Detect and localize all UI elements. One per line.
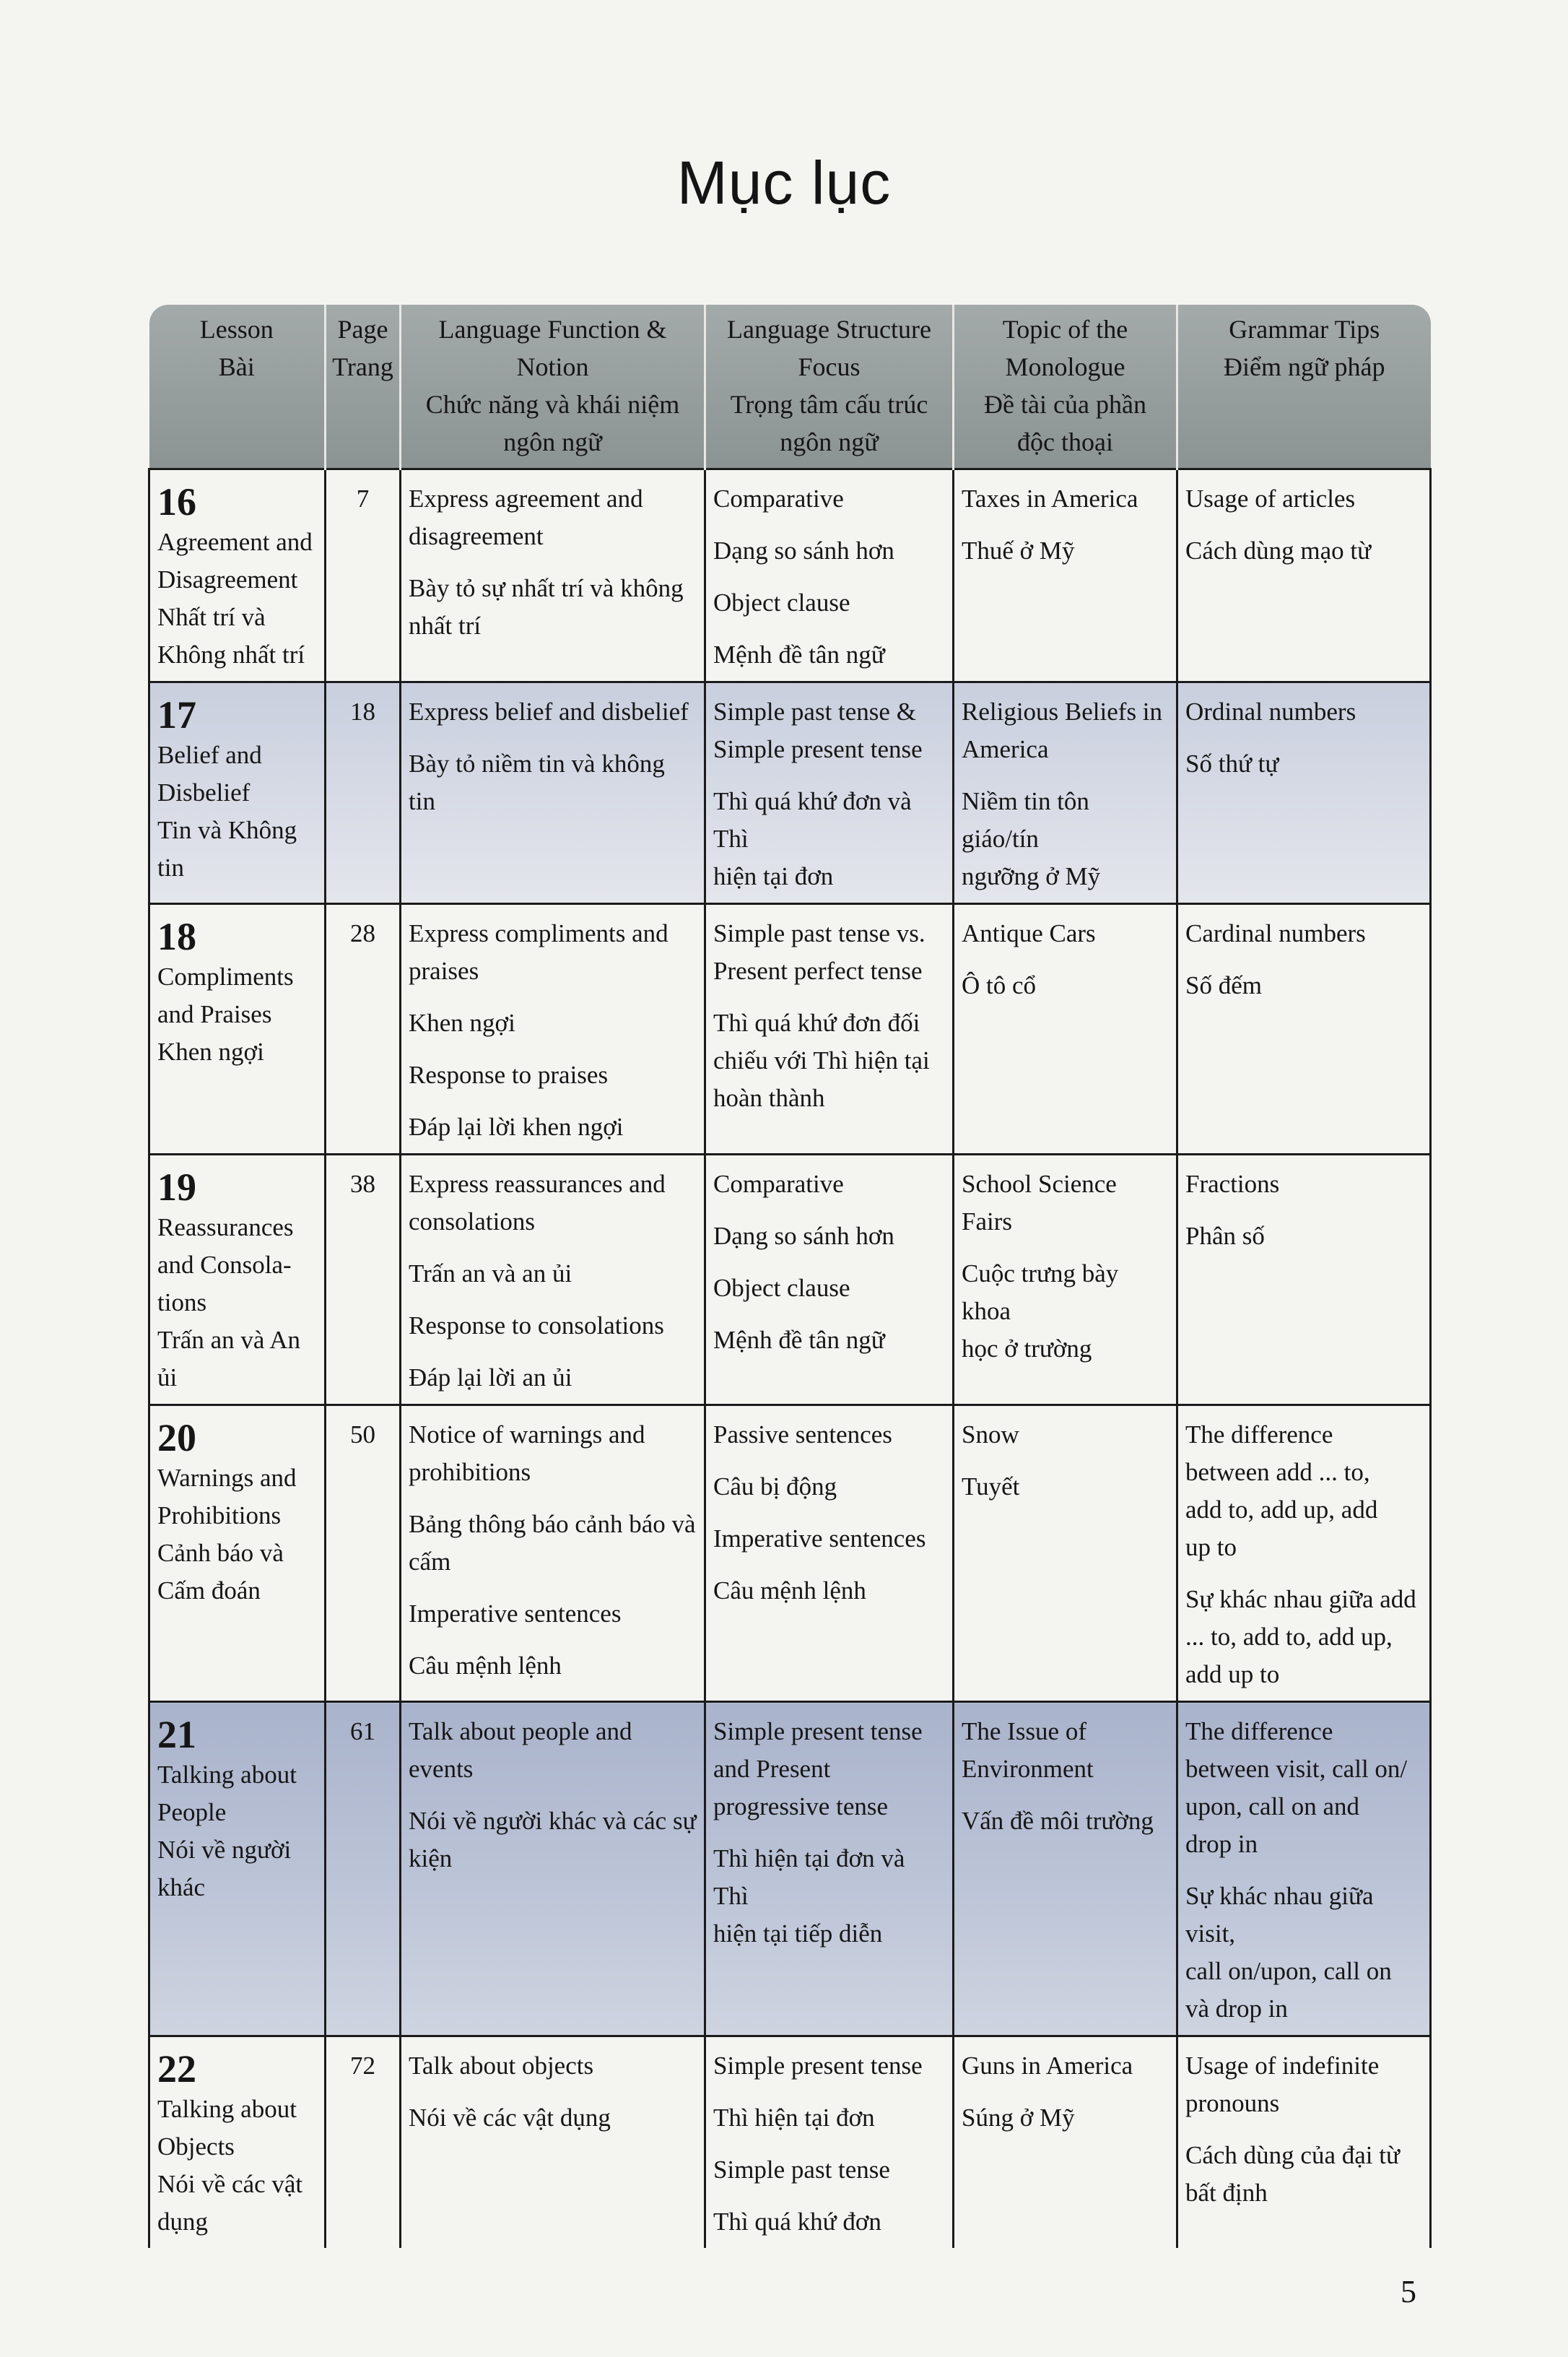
table-row [149, 469, 1431, 682]
header-line: ngôn ngữ [503, 427, 602, 456]
cell-entry [409, 1647, 697, 1685]
cell-line: Cách dùng của đại từ [1185, 2141, 1400, 2169]
cell-line: Comparative [713, 1170, 844, 1198]
cell-line: Cách dùng mạo từ [1185, 537, 1372, 565]
lesson-name: Talking about [157, 1761, 297, 1789]
cell-line: Imperative sentences [713, 1524, 926, 1553]
cell-line: hiện tại tiếp diễn [713, 1919, 883, 1948]
topic-cell [954, 1405, 1177, 1702]
cell-line: Nói về các vật dụng [409, 2104, 611, 2132]
header-line: Lesson [199, 315, 274, 344]
lesson-cell [149, 1405, 326, 1702]
table-row [149, 2036, 1431, 2249]
cell-line: Object clause [713, 589, 850, 617]
lesson-name: Warnings and [157, 1464, 297, 1492]
header-line: Điểm ngữ pháp [1224, 352, 1385, 381]
cell-entry [713, 1166, 945, 1203]
structure-cell [705, 904, 954, 1155]
cell-line: Sự khác nhau giữa add [1185, 1585, 1416, 1613]
cell-entry [409, 2047, 697, 2085]
cell-entry [713, 2099, 945, 2137]
cell-entry [962, 915, 1169, 952]
cell-entry [713, 783, 945, 895]
lesson-name-vi: Cảnh báo và [157, 1539, 284, 1567]
topic-cell [954, 2036, 1177, 2249]
cell-entry [1185, 1166, 1422, 1203]
header-line: độc thoại [1017, 427, 1113, 456]
cell-line: Object clause [713, 1274, 850, 1302]
cell-line: Simple present tense [713, 1717, 923, 1745]
cell-line: Imperative sentences [409, 1599, 622, 1628]
lesson-name-vi: Trấn an và An ủi [157, 1326, 301, 1392]
cell-entry [713, 1713, 945, 1826]
cell-line: Phân số [1185, 1222, 1265, 1250]
grammar-cell [1177, 904, 1431, 1155]
lesson-name: and Praises [157, 1000, 272, 1028]
cell-line: Taxes in America [962, 485, 1138, 513]
cell-line: Simple past tense & [713, 698, 916, 726]
cell-line: Sự khác nhau giữa visit, [1185, 1882, 1374, 1948]
cell-line: chiếu với Thì hiện tại [713, 1046, 930, 1075]
cell-line: Niềm tin tôn giáo/tín [962, 787, 1089, 853]
cell-entry [409, 480, 697, 555]
lesson-number: 17 [157, 693, 196, 737]
header-page [326, 305, 401, 469]
cell-line: Religious Beliefs in [962, 698, 1163, 726]
lesson-name-vi: Nói về các vật [157, 2170, 303, 2198]
cell-line: Express reassurances and [409, 1170, 666, 1198]
header-line: Trang [332, 352, 393, 381]
page-cell: 18 [326, 682, 401, 904]
cell-entry [1185, 915, 1422, 952]
lesson-cell [149, 904, 326, 1155]
structure-cell [705, 469, 954, 682]
cell-entry [713, 532, 945, 570]
cell-line: Bày tỏ niềm tin và không tin [409, 750, 665, 815]
lesson-number: 16 [157, 480, 196, 524]
cell-line: Comparative [713, 485, 844, 513]
cell-entry [713, 693, 945, 768]
cell-line: progressive tense [713, 1792, 889, 1820]
cell-line: ngưỡng ở Mỹ [962, 862, 1101, 890]
cell-entry [409, 1108, 697, 1146]
lesson-name: Reassurances [157, 1213, 294, 1241]
lesson-name: Compliments [157, 963, 294, 991]
lesson-name-vi: Cấm đoán [157, 1576, 261, 1605]
cell-line: events [409, 1755, 474, 1783]
topic-cell [954, 904, 1177, 1155]
cell-line: Thì quá khứ đơn đối [713, 1009, 920, 1037]
cell-line: between visit, call on/ [1185, 1755, 1408, 1783]
grammar-cell [1177, 2036, 1431, 2249]
lesson-name-vi: Không nhất trí [157, 641, 305, 669]
cell-entry [713, 1520, 945, 1558]
header-lesson [149, 305, 326, 469]
structure-cell [705, 1155, 954, 1405]
topic-cell [954, 469, 1177, 682]
page-cell: 7 [326, 469, 401, 682]
cell-entry [962, 1416, 1169, 1454]
cell-line: Environment [962, 1755, 1094, 1783]
header-grammar [1177, 305, 1431, 469]
cell-entry [409, 1166, 697, 1241]
header-line: Bài [218, 352, 255, 381]
cell-entry [962, 2047, 1169, 2085]
cell-entry [409, 1506, 697, 1581]
contents-table [148, 305, 1432, 2248]
cell-entry [1185, 480, 1422, 518]
cell-entry [713, 2151, 945, 2189]
topic-cell [954, 682, 1177, 904]
lesson-number: 20 [157, 1416, 196, 1459]
table-row [149, 1155, 1431, 1405]
lesson-name: Objects [157, 2132, 235, 2161]
header-topic [954, 305, 1177, 469]
header-line: Language Structure [727, 315, 931, 344]
cell-line: America [962, 735, 1049, 763]
table-row [149, 904, 1431, 1155]
lesson-name-vi: Khen ngợi [157, 1038, 264, 1066]
grammar-cell [1177, 469, 1431, 682]
structure-cell [705, 2036, 954, 2249]
function-cell [401, 1702, 705, 2036]
cell-entry [713, 2047, 945, 2085]
lesson-cell [149, 1702, 326, 2036]
cell-line: Mệnh đề tân ngữ [713, 641, 885, 669]
cell-line: Fairs [962, 1207, 1012, 1236]
header-line: Grammar Tips [1229, 315, 1380, 344]
cell-line: và drop in [1185, 1994, 1288, 2023]
lesson-number: 21 [157, 1713, 196, 1756]
page-title: Mục lục [676, 149, 892, 217]
cell-line: Vấn đề môi trường [962, 1807, 1154, 1835]
grammar-cell [1177, 1405, 1431, 1702]
cell-line: nhất trí [409, 612, 482, 640]
cell-line: Notice of warnings and [409, 1420, 645, 1449]
function-cell [401, 2036, 705, 2249]
cell-entry [713, 1269, 945, 1307]
page-cell: 61 [326, 1702, 401, 2036]
lesson-name-vi: Tin và Không tin [157, 816, 297, 882]
cell-entry [713, 480, 945, 518]
cell-line: between add ... to, [1185, 1458, 1370, 1486]
cell-line: Súng ở Mỹ [962, 2104, 1075, 2132]
structure-cell [705, 682, 954, 904]
cell-entry [713, 1572, 945, 1610]
cell-line: Thì quá khứ đơn [713, 2208, 881, 2236]
cell-entry [1185, 745, 1422, 783]
cell-entry [962, 1713, 1169, 1788]
cell-line: Snow [962, 1420, 1019, 1449]
cell-entry [1185, 693, 1422, 731]
cell-line: School Science [962, 1170, 1117, 1198]
cell-line: Guns in America [962, 2052, 1133, 2080]
topic-cell [954, 1155, 1177, 1405]
cell-line: kiện [409, 1844, 453, 1872]
header-line: Language Function & Notion [438, 315, 667, 381]
cell-line: Response to consolations [409, 1311, 664, 1340]
header-line: Trọng tâm cấu trúc [730, 390, 928, 419]
cell-entry [1185, 1217, 1422, 1255]
lesson-name: Disbelief [157, 778, 251, 807]
cell-line: Thì hiện tại đơn và Thì [713, 1844, 905, 1910]
cell-line: call on/upon, call on [1185, 1957, 1392, 1985]
cell-line: Ordinal numbers [1185, 698, 1356, 726]
grammar-cell [1177, 682, 1431, 904]
table-header-row [149, 305, 1431, 469]
cell-entry [713, 1840, 945, 1953]
structure-cell [705, 1405, 954, 1702]
cell-entry [962, 2099, 1169, 2137]
cell-entry [409, 693, 697, 731]
cell-entry [962, 532, 1169, 570]
lesson-name: Talking about [157, 2095, 297, 2123]
page-cell: 72 [326, 2036, 401, 2249]
cell-entry [1185, 2047, 1422, 2122]
lesson-name-vi: Nói về người [157, 1836, 292, 1864]
cell-line: Số đếm [1185, 971, 1262, 999]
cell-line: Đáp lại lời an ủi [409, 1363, 572, 1392]
function-cell [401, 1405, 705, 1702]
lesson-name: Agreement and [157, 528, 313, 556]
cell-line: Câu bị động [713, 1472, 837, 1501]
lesson-name-vi: khác [157, 1873, 206, 1901]
cell-line: Đáp lại lời khen ngợi [409, 1113, 624, 1141]
cell-entry [962, 967, 1169, 1004]
cell-line: disagreement [409, 522, 544, 550]
header-line: Page [337, 315, 388, 344]
header-line: Monologue [1005, 352, 1125, 381]
cell-entry [1185, 1581, 1422, 1693]
cell-line: Câu mệnh lệnh [713, 1576, 866, 1605]
page-cell: 50 [326, 1405, 401, 1702]
lesson-name-vi: dụng [157, 2208, 208, 2236]
header-line: Focus [798, 352, 861, 381]
cell-entry [1185, 1416, 1422, 1566]
cell-line: Tuyết [962, 1472, 1020, 1501]
cell-entry [409, 1802, 697, 1878]
lesson-name: and Consola- [157, 1251, 292, 1279]
cell-entry [713, 915, 945, 990]
cell-line: Nói về người khác và các sự [409, 1807, 697, 1835]
cell-line: Mệnh đề tân ngữ [713, 1326, 885, 1354]
cell-entry [409, 570, 697, 645]
cell-entry [409, 915, 697, 990]
cell-line: upon, call on and [1185, 1792, 1360, 1820]
cell-line: Express belief and disbelief [409, 698, 689, 726]
lesson-cell [149, 682, 326, 904]
cell-entry [409, 1056, 697, 1094]
grammar-cell [1177, 1155, 1431, 1405]
page-number: 5 [1401, 2274, 1416, 2309]
cell-entry [713, 1321, 945, 1359]
cell-line: Express compliments and [409, 919, 668, 947]
cell-entry [713, 584, 945, 622]
table-body [149, 469, 1431, 2249]
page-cell: 38 [326, 1155, 401, 1405]
lesson-name: Belief and [157, 741, 262, 769]
lesson-number: 19 [157, 1166, 196, 1209]
cell-line: up to [1185, 1533, 1237, 1561]
header-function [401, 305, 705, 469]
lesson-cell [149, 2036, 326, 2249]
cell-line: praises [409, 957, 479, 985]
cell-line: Present perfect tense [713, 957, 923, 985]
cell-line: add up to [1185, 1660, 1280, 1688]
cell-line: hoàn thành [713, 1084, 825, 1112]
table-row [149, 682, 1431, 904]
cell-entry [962, 693, 1169, 768]
cell-line: Express agreement and [409, 485, 643, 513]
cell-line: Bảng thông báo cảnh báo và [409, 1510, 696, 1538]
cell-entry [962, 1255, 1169, 1368]
cell-line: The difference [1185, 1420, 1333, 1449]
cell-entry [409, 1595, 697, 1633]
function-cell [401, 904, 705, 1155]
cell-entry [409, 1359, 697, 1397]
cell-line: prohibitions [409, 1458, 531, 1486]
cell-entry [962, 1468, 1169, 1506]
cell-entry [713, 1217, 945, 1255]
cell-line: ... to, add to, add up, [1185, 1623, 1393, 1651]
function-cell [401, 1155, 705, 1405]
cell-entry [409, 1416, 697, 1491]
cell-line: The Issue of [962, 1717, 1087, 1745]
cell-line: consolations [409, 1207, 535, 1236]
structure-cell [705, 1702, 954, 2036]
cell-line: Bày tỏ sự nhất trí và không [409, 574, 684, 602]
cell-line: Simple past tense vs. [713, 919, 925, 947]
cell-line: Câu mệnh lệnh [409, 1651, 562, 1680]
cell-entry [713, 1004, 945, 1117]
cell-entry [962, 783, 1169, 895]
function-cell [401, 682, 705, 904]
cell-line: The difference [1185, 1717, 1333, 1745]
cell-entry [409, 1255, 697, 1293]
table-row [149, 1702, 1431, 2036]
cell-entry [713, 636, 945, 674]
lesson-number: 22 [157, 2047, 196, 2091]
cell-line: Response to praises [409, 1061, 609, 1089]
table-row [149, 1405, 1431, 1702]
cell-line: học ở trường [962, 1334, 1092, 1363]
header-structure [705, 305, 954, 469]
cell-line: Simple present tense [713, 735, 923, 763]
cell-line: Passive sentences [713, 1420, 892, 1449]
cell-line: Thuế ở Mỹ [962, 537, 1075, 565]
header-line: Đề tài của phần [984, 390, 1146, 419]
cell-entry [962, 480, 1169, 518]
cell-entry [1185, 532, 1422, 570]
cell-line: Usage of indefinite [1185, 2052, 1380, 2080]
cell-line: Ô tô cổ [962, 971, 1037, 999]
grammar-cell [1177, 1702, 1431, 2036]
cell-line: Thì hiện tại đơn [713, 2104, 875, 2132]
lesson-cell [149, 469, 326, 682]
header-line: Chức năng và khái niệm [425, 390, 680, 419]
cell-line: Số thứ tự [1185, 750, 1279, 778]
cell-entry [1185, 967, 1422, 1004]
cell-line: cấm [409, 1548, 451, 1576]
lesson-number: 18 [157, 915, 196, 958]
cell-line: pronouns [1185, 2089, 1280, 2117]
topic-cell [954, 1702, 1177, 2036]
lesson-name: tions [157, 1288, 207, 1316]
cell-entry [713, 2203, 945, 2241]
cell-line: Khen ngợi [409, 1009, 515, 1037]
function-cell [401, 469, 705, 682]
header-line: ngôn ngữ [780, 427, 879, 456]
cell-line: Antique Cars [962, 919, 1096, 947]
lesson-name: Disagreement [157, 565, 298, 594]
cell-line: Thì quá khứ đơn và Thì [713, 787, 912, 853]
cell-entry [409, 1713, 697, 1788]
cell-line: Cuộc trưng bày khoa [962, 1259, 1119, 1325]
cell-entry [409, 2099, 697, 2137]
cell-line: Talk about people and [409, 1717, 632, 1745]
cell-entry [713, 1416, 945, 1454]
page-cell: 28 [326, 904, 401, 1155]
cell-line: Trấn an và an ủi [409, 1259, 572, 1288]
cell-line: hiện tại đơn [713, 862, 834, 890]
lesson-cell [149, 1155, 326, 1405]
header-line: Topic of the [1002, 315, 1128, 344]
cell-entry [409, 1307, 697, 1345]
cell-line: Simple past tense [713, 2156, 890, 2184]
cell-line: Cardinal numbers [1185, 919, 1366, 947]
cell-entry [962, 1166, 1169, 1241]
lesson-name: Prohibitions [157, 1501, 282, 1529]
cell-line: Usage of articles [1185, 485, 1356, 513]
cell-line: add to, add up, add [1185, 1496, 1378, 1524]
cell-entry [713, 1468, 945, 1506]
cell-entry [409, 745, 697, 820]
cell-entry [962, 1802, 1169, 1840]
lesson-name: People [157, 1798, 227, 1826]
cell-entry [1185, 1878, 1422, 2028]
cell-line: bất định [1185, 2179, 1268, 2207]
cell-line: and Present [713, 1755, 831, 1783]
lesson-name-vi: Nhất trí và [157, 603, 266, 631]
cell-line: Dạng so sánh hơn [713, 1222, 894, 1250]
cell-line: Fractions [1185, 1170, 1280, 1198]
cell-line: Simple present tense [713, 2052, 923, 2080]
cell-entry [409, 1004, 697, 1042]
cell-entry [1185, 1713, 1422, 1863]
cell-line: Talk about objects [409, 2052, 594, 2080]
cell-line: Dạng so sánh hơn [713, 537, 894, 565]
cell-entry [1185, 2137, 1422, 2212]
cell-line: drop in [1185, 1830, 1258, 1858]
